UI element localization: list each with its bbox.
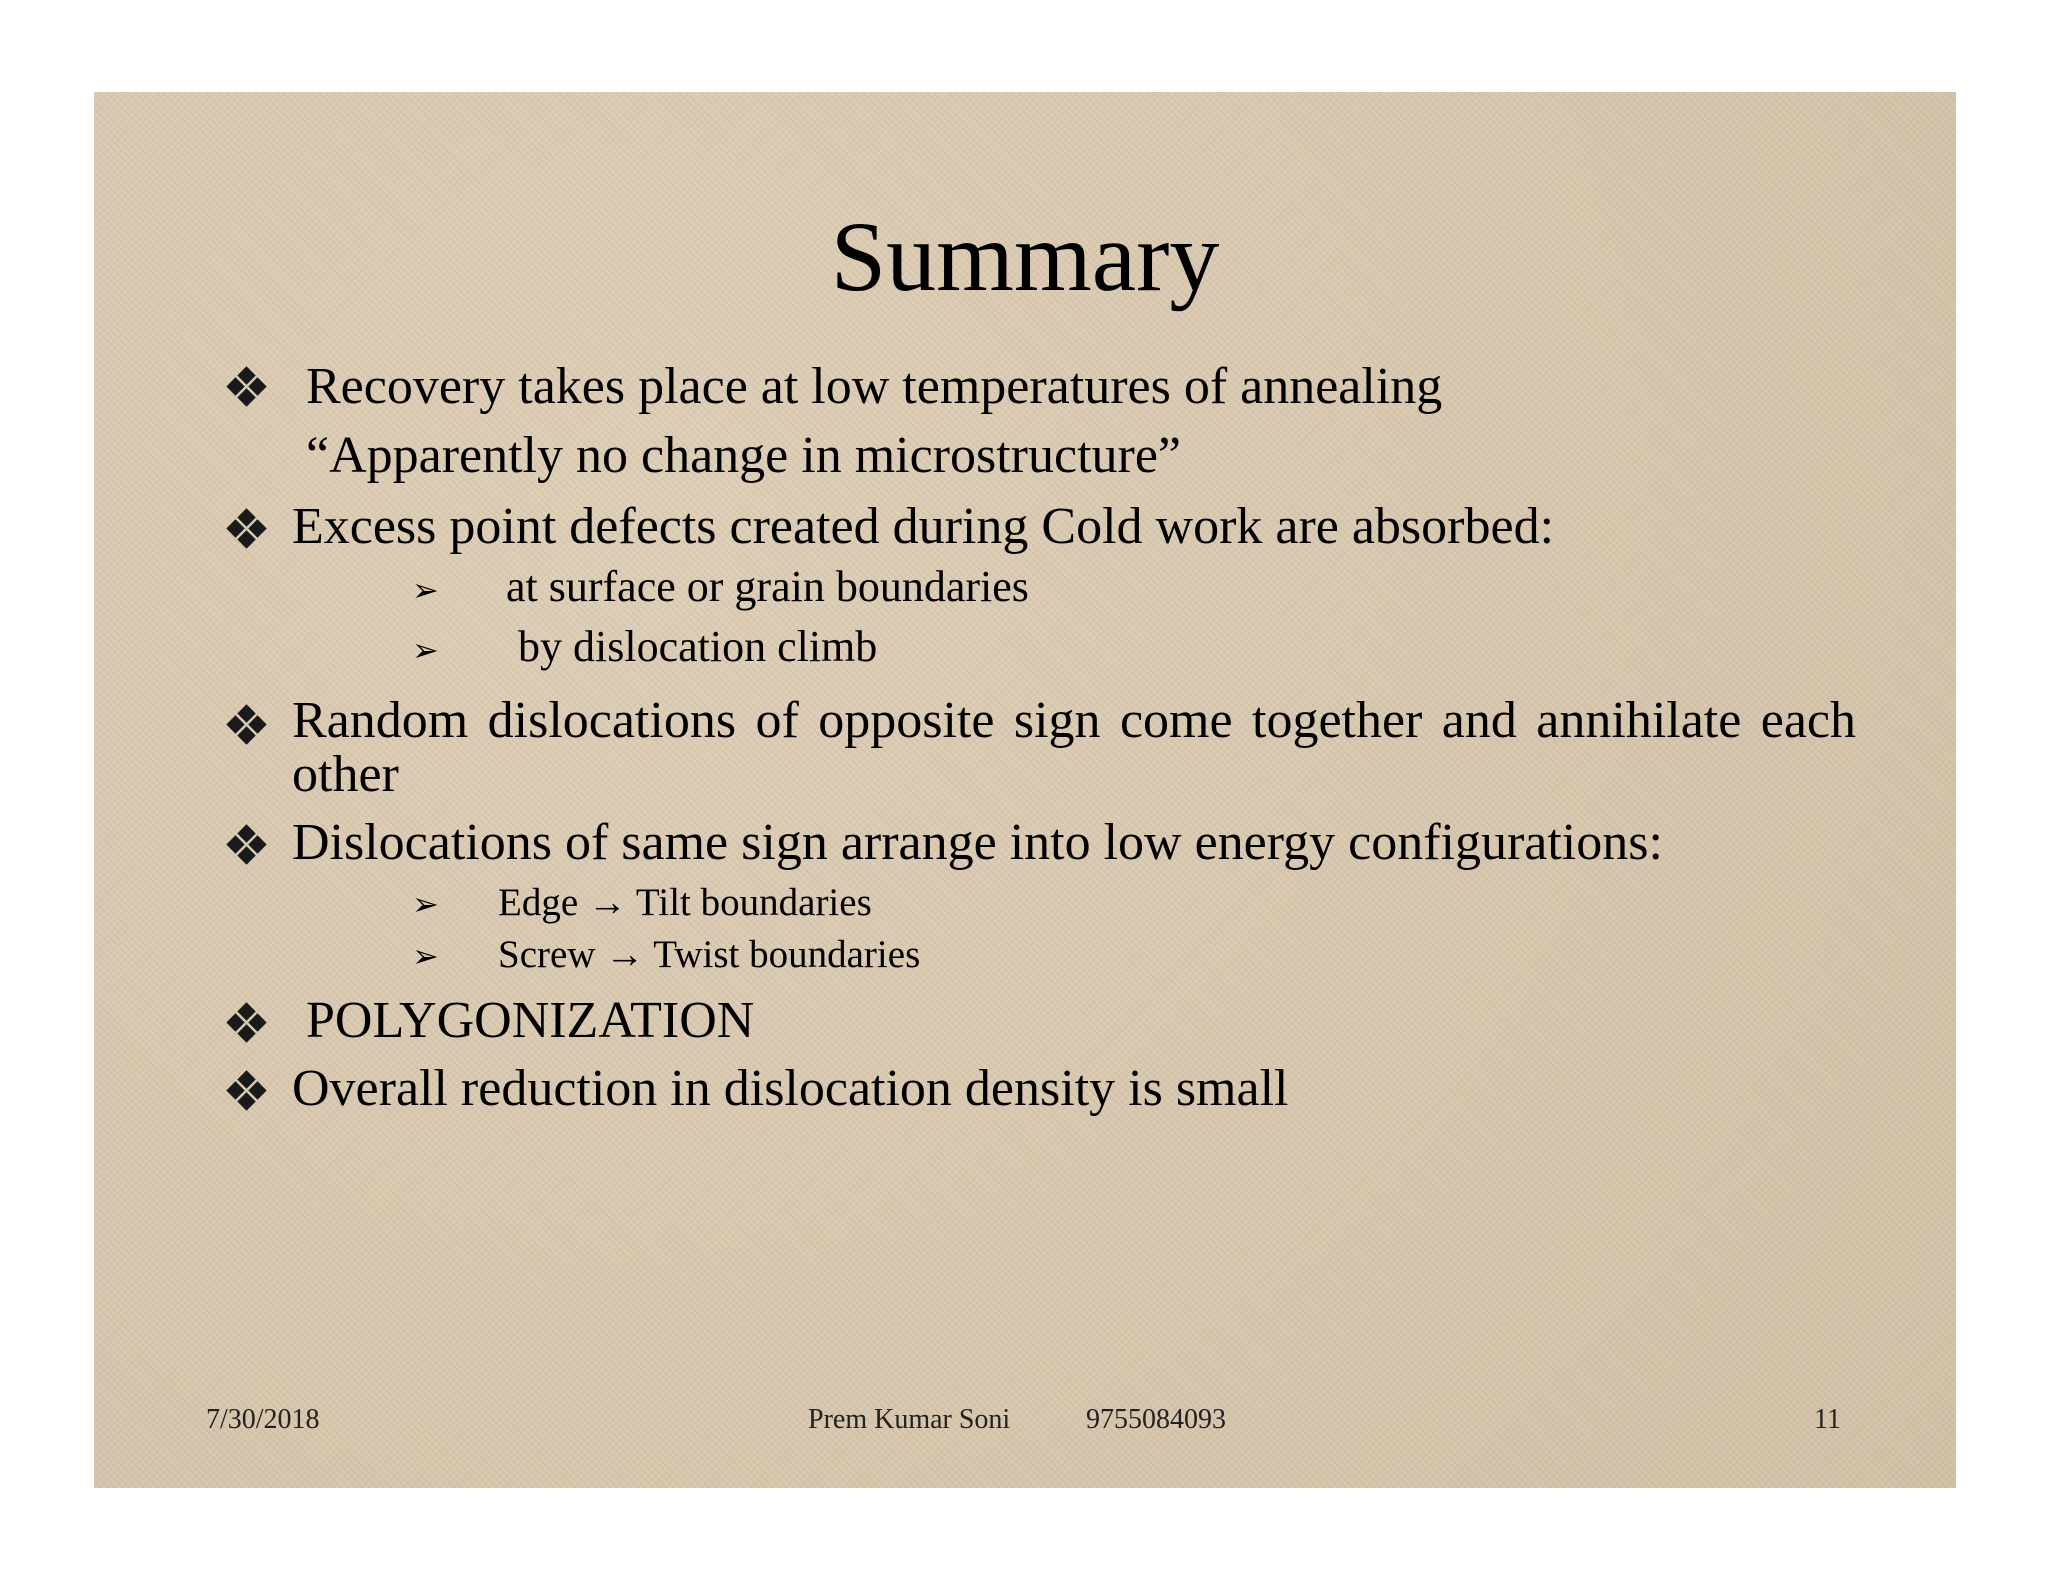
slide-title: Summary (830, 201, 1220, 312)
bullet-3-text: Random dislocations of opposite sign come together and annihilate each other (292, 692, 1856, 803)
footer-date: 7/30/2018 (206, 1404, 320, 1435)
four-diamond-bullet-icon (228, 706, 266, 744)
bullet-2-sub-1: at surface or grain boundaries (506, 562, 1029, 611)
arrowhead-bullet-icon: ➢ (412, 885, 439, 923)
bullet-4-sub-1: Edge → Tilt boundaries (498, 881, 872, 924)
footer-page-number: 11 (1814, 1404, 1841, 1435)
four-diamond-bullet-icon (228, 1004, 266, 1042)
four-diamond-bullet-icon (228, 368, 266, 406)
arrowhead-bullet-icon: ➢ (412, 571, 439, 609)
bullet-4-text: Dislocations of same sign arrange into low energy configurations: (292, 814, 1663, 871)
footer-author: Prem Kumar Soni (808, 1404, 1011, 1435)
slide (94, 92, 1956, 1488)
bullet-5-text: POLYGONIZATION (306, 992, 755, 1049)
footer-phone: 9755084093 (1086, 1404, 1226, 1435)
bullet-2-sub-2: by dislocation climb (518, 622, 878, 671)
bullet-list (94, 92, 1956, 1488)
bullet-2-text: Excess point defects created during Cold work are absorbed: (292, 498, 1555, 555)
arrowhead-bullet-icon: ➢ (412, 937, 439, 975)
four-diamond-bullet-icon (228, 510, 266, 548)
four-diamond-bullet-icon (228, 1072, 266, 1110)
bullet-1-text: Recovery takes place at low temperatures of annealing (306, 358, 1443, 415)
arrowhead-bullet-icon: ➢ (412, 631, 439, 669)
four-diamond-bullet-icon (228, 826, 266, 864)
bullet-4-sub-2: Screw → Twist boundaries (498, 933, 921, 976)
bullet-1-continuation: “Apparently no change in microstructure” (306, 427, 1181, 484)
bullet-6-text: Overall reduction in dislocation density is small (292, 1060, 1289, 1117)
